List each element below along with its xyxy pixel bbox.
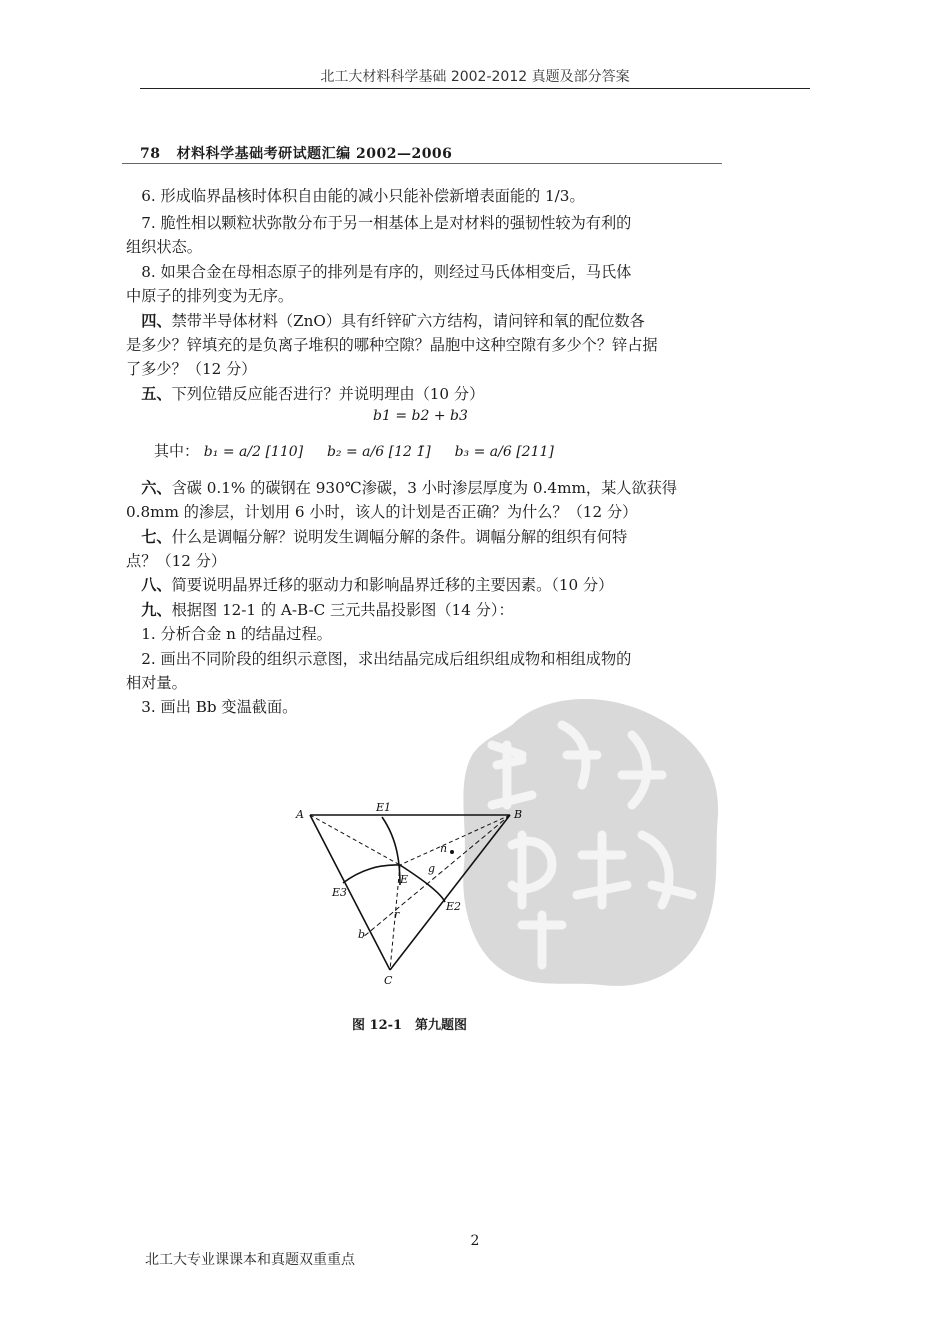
question-line: 五、下列位错反应能否进行？并说明理由（10 分） <box>126 385 485 403</box>
label-C: C <box>384 974 393 987</box>
question-line: 组织状态。 <box>126 238 202 256</box>
curve-E1E <box>382 817 400 885</box>
question-line: 0.8mm 的渗层，计划用 6 小时，该人的计划是否正确？为什么？（12 分） <box>126 503 638 521</box>
label-g: g <box>428 862 436 875</box>
edge-AC <box>310 815 390 970</box>
label-A: A <box>296 808 304 821</box>
question-line: 3. 画出 Bb 变温截面。 <box>126 698 298 716</box>
question-line: 7. 脆性相以颗粒状弥散分布于另一相基体上是对材料的强韧性较为有利的 <box>126 214 632 232</box>
question-number: 九、 <box>126 601 172 619</box>
question-line: 四、禁带半导体材料（ZnO）具有纤锌矿六方结构，请问锌和氧的配位数各 <box>126 312 645 330</box>
question-line: 七、什么是调幅分解？说明发生调幅分解的条件。调幅分解的组织有何特 <box>126 528 628 546</box>
question-line: 1. 分析合金 n 的结晶过程。 <box>126 625 332 643</box>
ternary-eutectic-diagram <box>280 790 540 990</box>
label-E3: E3 <box>332 886 348 899</box>
label-n: n <box>440 842 448 855</box>
question-line: 六、含碳 0.1% 的碳钢在 930℃渗碳，3 小时渗层厚度为 0.4mm，某人欲获得 <box>126 479 678 497</box>
footer-note: 北工大专业课课本和真题双重重点 <box>145 1252 355 1268</box>
edge-BC <box>390 815 510 970</box>
book-title: 材料科学基础考研试题汇编 2002—2006 <box>176 146 453 162</box>
label-E: E <box>400 873 409 886</box>
burgers-vectors-definition <box>154 440 554 461</box>
question-line: 八、简要说明晶界迁移的驱动力和影响晶界迁移的主要因素。（10 分） <box>126 576 614 594</box>
question-number: 八、 <box>126 576 172 594</box>
question-line: 相对量。 <box>126 674 187 692</box>
question-line: 了多少？（12 分） <box>126 360 257 378</box>
label-r: r <box>394 908 400 921</box>
book-header-divider <box>122 163 722 164</box>
document-header-title: 北工大材料科学基础 2002-2012 真题及部分答案 <box>320 69 630 85</box>
header-divider <box>140 88 810 89</box>
book-page-header <box>140 143 452 163</box>
question-line: 6. 形成临界晶核时体积自由能的减小只能补偿新增表面能的 1/3。 <box>126 187 585 205</box>
question-number: 四、 <box>126 312 172 330</box>
where-label: 其中： <box>154 442 200 460</box>
figure-caption: 图 12-1 第九题图 <box>352 1018 468 1033</box>
dislocation-reaction-formula: b1 = b2 + b3 <box>373 408 468 424</box>
question-line: 九、根据图 12-1 的 A-B-C 三元共晶投影图（14 分）： <box>126 601 514 619</box>
b2-vector: b₂ = a/6 [12 1̄] <box>326 444 431 460</box>
question-line: 2. 画出不同阶段的组织示意图，求出结晶完成后组织组成物和相组成物的 <box>126 650 632 668</box>
curve-E3E <box>343 865 400 883</box>
b3-vector: b₃ = a/6 [211] <box>454 444 554 460</box>
question-number: 五、 <box>126 385 172 403</box>
book-page-number: 78 <box>140 146 161 162</box>
label-E1: E1 <box>376 801 392 814</box>
b1-vector: b₁ = a/2 [110] <box>203 444 304 460</box>
label-B: B <box>514 808 523 821</box>
question-number: 七、 <box>126 528 172 546</box>
question-line: 8. 如果合金在母相态原子的排列是有序的，则经过马氏体相变后，马氏体 <box>126 263 632 281</box>
question-line: 是多少？锌填充的是负离子堆积的哪种空隙？晶胞中这种空隙有多少个？锌占据 <box>126 336 658 354</box>
question-number: 六、 <box>126 479 172 497</box>
alloy-n-point <box>450 850 454 854</box>
question-line: 点？（12 分） <box>126 552 227 570</box>
page-number: 2 <box>470 1233 480 1249</box>
question-line: 中原子的排列变为无序。 <box>126 287 294 305</box>
label-b: b <box>358 928 366 941</box>
label-E2: E2 <box>446 900 462 913</box>
